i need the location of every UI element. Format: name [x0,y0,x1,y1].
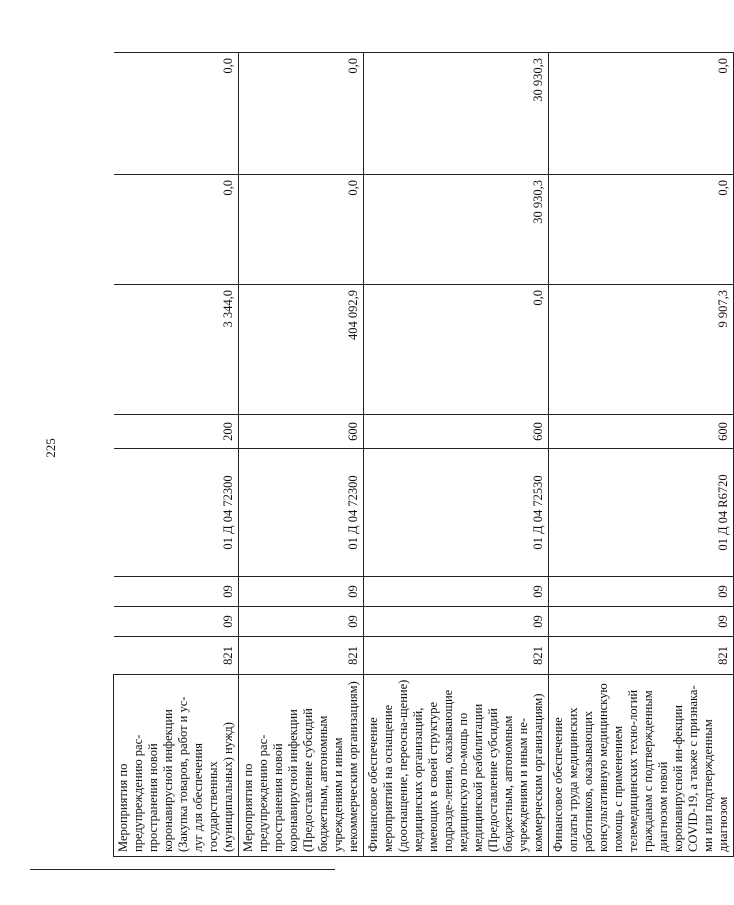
row-description: Мероприятия по предупреждению рас-пространения новой коронавирусной инфекции (Закупка товаров, работ и ус-луг для обеспечения государственных (муниципальных) нужд) [114,675,239,857]
amount-2: 30 930,3 [364,175,549,285]
expense-type-code: 200 [206,415,238,449]
amount-1: 0,0 [364,285,549,415]
amount-1: 3 344,0 [206,285,238,415]
target-article-code: 01 Д 04 72300 [239,449,364,577]
expense-type-code: 600 [364,415,549,449]
section-code: 09 [206,607,238,637]
expense-type-code: 600 [549,415,734,449]
subsection-code: 09 [239,577,364,607]
target-article-code: 01 Д 04 R6720 [549,449,734,577]
table-row [549,53,734,857]
row-description: Финансовое обеспечение оплаты труда медицинских работников, оказывающих консультативную медицинскую помощь с применением телемедицинских техно-логий гражданам с подтвержденным диагнозом новой коронавирусной ин-фекции COVID-19, а также с признака-ми или подтвержденным диагнозом [549,675,734,857]
footer-separator-line [30,869,335,870]
amount-1: 9 907,3 [549,285,734,415]
grbs-code: 821 [239,637,364,675]
amount-3: 0,0 [239,53,364,175]
amount-3: 0,0 [206,53,238,175]
amount-1: 404 092,9 [239,285,364,415]
row-description: Финансовое обеспечение мероприятий на оснащение (дооснащение, переосна-щение) медицинских организаций, имеющих в своей структуре подразде-ления, оказывающие медицинскую по-мощь по медицинской реабилитации (Предоставление субсидий бюджетным, автономным учреждениям и иным не-коммерческим организациям) [364,675,549,857]
section-code: 09 [364,607,549,637]
subsection-code: 09 [549,577,734,607]
subsection-code: 09 [364,577,549,607]
target-article-code: 01 Д 04 72300 [206,449,238,577]
row-description: Мероприятия по предупреждению рас-пространения новой коронавирусной инфекции (Предоставление субсидий бюджетным, автономным учреждениям и иным некоммерческим организациям) [239,675,364,857]
amount-2: 0,0 [239,175,364,285]
grbs-code: 821 [364,637,549,675]
grbs-code: 821 [206,637,238,675]
amount-3: 0,0 [549,53,734,175]
section-code: 09 [549,607,734,637]
amount-3: 30 930,3 [364,53,549,175]
budget-table [113,52,734,857]
amount-2: 0,0 [549,175,734,285]
subsection-code: 09 [206,577,238,607]
table-row [114,53,207,857]
page-number: 225 [43,438,58,458]
section-code: 09 [239,607,364,637]
grbs-code: 821 [549,637,734,675]
table-row [364,53,549,857]
budget-table-rotated [113,53,730,857]
amount-2: 0,0 [206,175,238,285]
expense-type-code: 600 [239,415,364,449]
target-article-code: 01 Д 04 72530 [364,449,549,577]
table-row [239,53,364,857]
